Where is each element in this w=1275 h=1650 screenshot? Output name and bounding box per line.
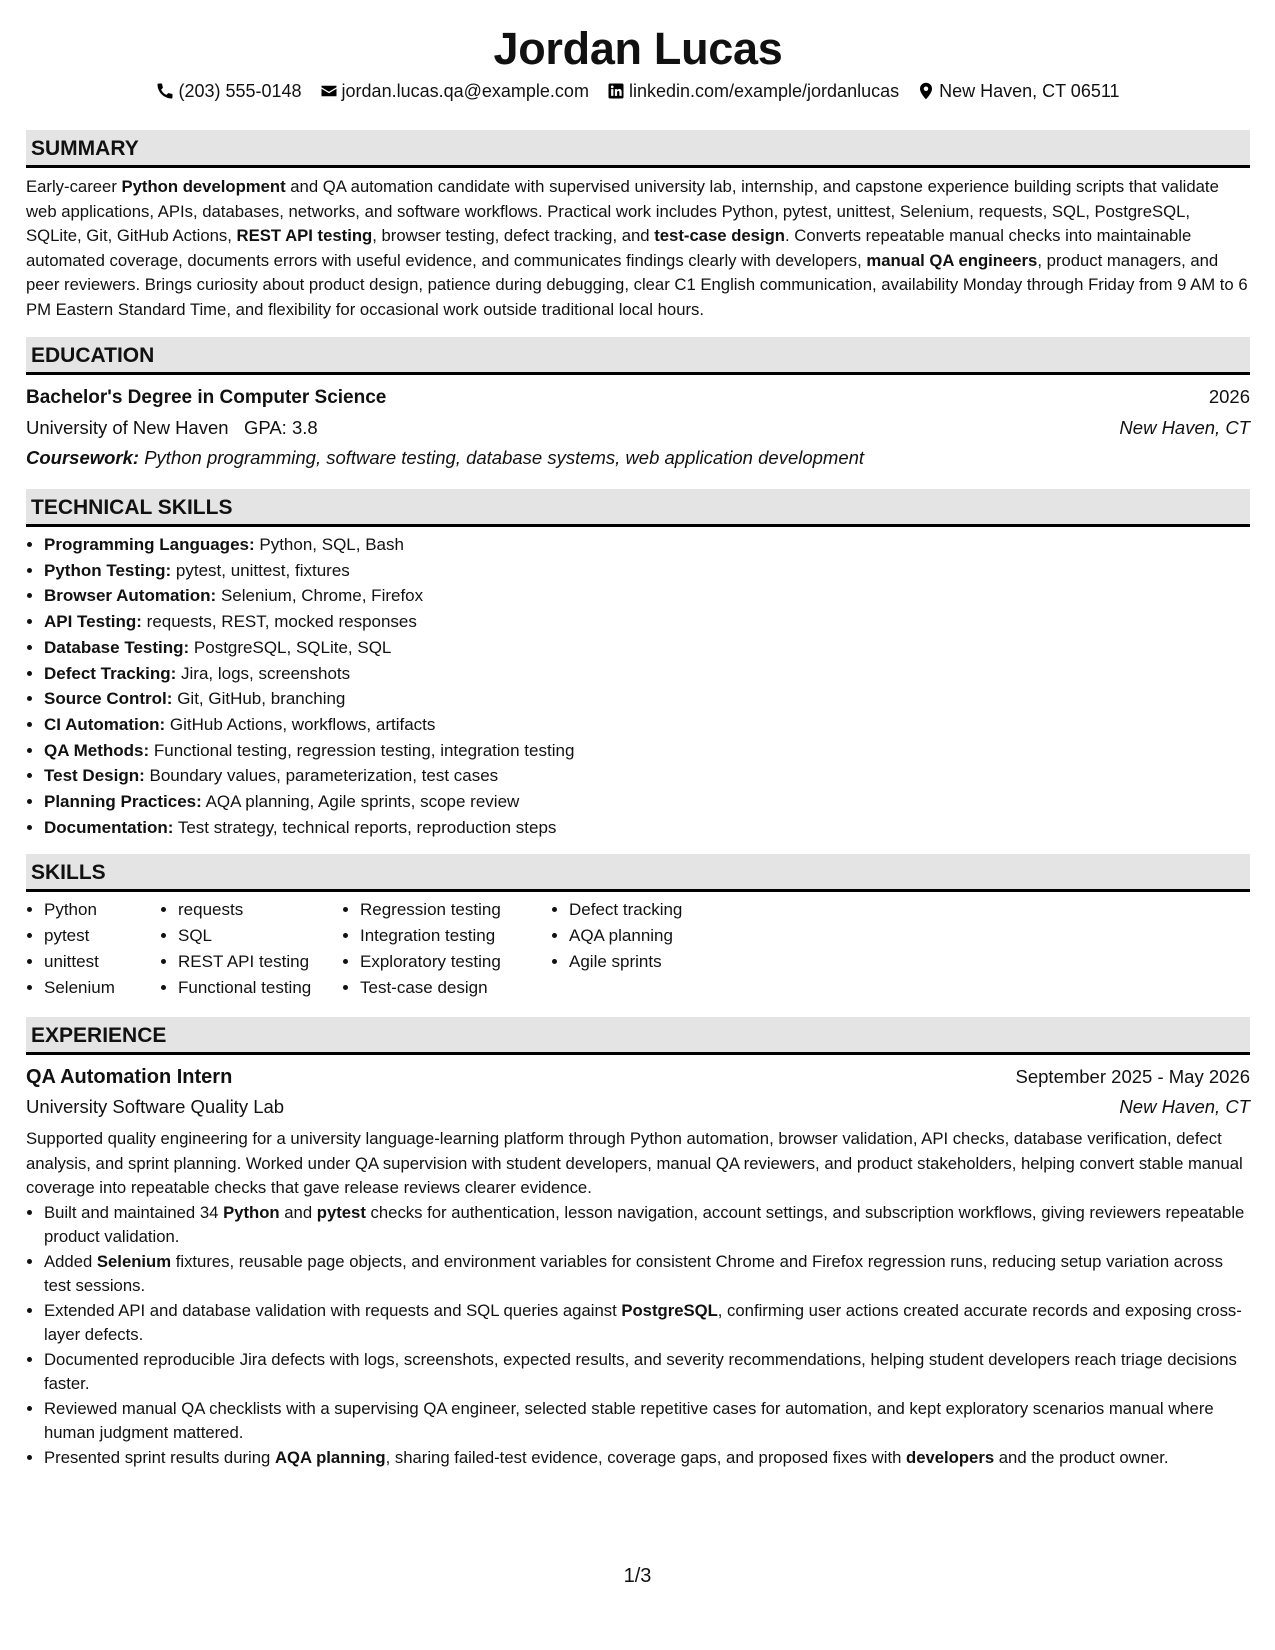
text-run: and the product owner. (994, 1447, 1169, 1467)
job-location: New Haven, CT (1119, 1096, 1250, 1118)
text-run: fixtures, reusable page objects, and environment variables for consistent Chrome and Firefox regression runs, reducing setup variation across test sessions. (44, 1251, 1223, 1296)
skill-item: • Python (44, 897, 160, 923)
experience-section (26, 1017, 1250, 1470)
envelope-icon (320, 82, 338, 100)
skill-category: Test Design: (44, 766, 145, 786)
education-section (26, 337, 1250, 473)
job-organization: University Software Quality Lab (26, 1096, 285, 1118)
skill-values: Python, SQL, Bash (259, 535, 404, 554)
job-bullet (44, 1299, 1250, 1348)
bold-text: Python (223, 1202, 280, 1222)
text-run: . Converts repeatable manual checks into maintainable automated coverage, documents errors with useful evidence, and communicates findings clearly with developers, (26, 226, 1192, 270)
skill-category: QA Methods: (44, 740, 150, 760)
skill-item: • REST API testing (178, 949, 342, 975)
gpa: GPA: 3.8 (243, 417, 318, 438)
technical-skill-item (44, 558, 1250, 584)
skill-values: AQA planning, Agile sprints, scope review (205, 792, 520, 812)
school-row (26, 413, 1250, 443)
skill-item: • Defect tracking (569, 897, 749, 923)
technical-skill-item (44, 815, 1250, 841)
skills-section (26, 854, 1250, 1000)
job-bullets (26, 1201, 1250, 1471)
section-heading-technical-skills: TECHNICAL SKILLS (26, 489, 1250, 527)
map-pin-icon (917, 82, 935, 100)
text-run: Reviewed manual QA checklists with a supervising QA engineer, selected stable repetitive cases for automation, and kept exploratory scenarios manual where human judgment mattered. (44, 1398, 1214, 1443)
text-run: Presented sprint results during (44, 1447, 275, 1467)
contact-text: linkedin.com/example/jordanlucas (628, 80, 900, 101)
bold-text: developers (906, 1447, 995, 1467)
skill-item: • unittest (44, 949, 160, 975)
contact-text: (203) 555-0148 (178, 80, 302, 101)
contact-item (917, 81, 1119, 102)
text-run: Built and maintained 34 (44, 1202, 224, 1222)
bold-text: AQA planning (274, 1447, 386, 1467)
job-bullet (44, 1348, 1250, 1397)
technical-skills-section (26, 489, 1250, 840)
section-heading-education: EDUCATION (26, 337, 1250, 375)
skill-values: PostgreSQL, SQLite, SQL (193, 637, 392, 657)
degree-row (26, 382, 1250, 413)
school-name: University of New Haven (26, 417, 229, 438)
text-run: , sharing failed-test evidence, coverage gaps, and proposed fixes with (385, 1447, 906, 1467)
skill-item: • Test-case design (360, 975, 551, 1001)
technical-skill-item (44, 635, 1250, 661)
section-heading-summary: SUMMARY (26, 130, 1250, 168)
skill-values: Functional testing, regression testing, integration testing (153, 740, 575, 760)
skill-values: Selenium, Chrome, Firefox (220, 586, 424, 606)
skill-values: GitHub Actions, workflows, artifacts (169, 714, 436, 734)
technical-skill-item (44, 763, 1250, 789)
skill-category: Defect Tracking: (44, 663, 177, 683)
job-title: QA Automation Intern (26, 1066, 233, 1089)
candidate-name: Jordan Lucas (493, 23, 783, 74)
technical-skill-item (44, 532, 1250, 558)
text-run: Documented reproducible Jira defects with logs, screenshots, expected results, and severity recommendations, helping student developers reach triage decisions faster. (44, 1349, 1237, 1394)
skill-values: Test strategy, technical reports, reproduction steps (177, 817, 557, 837)
school-line (26, 413, 318, 443)
coursework-label: Coursework: (26, 447, 140, 468)
skill-item: • Regression testing (360, 897, 551, 923)
text-run: Early-career (26, 177, 122, 196)
skill-category: Programming Languages: (44, 535, 255, 554)
skill-item: • SQL (178, 923, 342, 949)
skills-column (26, 897, 160, 1000)
bold-text: test-case design (654, 226, 785, 245)
phone-icon (156, 82, 174, 100)
job-bullet (44, 1201, 1250, 1250)
job-bullet (44, 1397, 1250, 1446)
skills-column (342, 897, 551, 1000)
skill-item: • pytest (44, 923, 160, 949)
skill-values: Boundary values, parameterization, test cases (149, 766, 499, 786)
skill-category: API Testing: (44, 612, 142, 632)
bold-text: Python development (121, 177, 286, 196)
contact-line (26, 78, 1250, 104)
job-bullet (44, 1446, 1250, 1471)
degree: Bachelor's Degree in Computer Science (26, 387, 387, 408)
skill-item: • Integration testing (360, 923, 551, 949)
linkedin-icon (607, 82, 625, 100)
text-run: , product managers, and peer reviewers. Brings curiosity about product design, patience during debugging, clear C1 English communication, availability Monday through Friday from 9 AM to 6 PM Eastern Standard Time, and flexibility for occasional work outside traditional local hours. (26, 250, 1248, 319)
contact-text: New Haven, CT 06511 (939, 80, 1120, 101)
skill-item: • requests (178, 897, 342, 923)
skill-values: requests, REST, mocked responses (146, 612, 417, 632)
skill-item: • AQA planning (569, 923, 749, 949)
skill-category: Source Control: (44, 689, 173, 709)
text-run: checks for authentication, lesson navigation, account settings, and subscription workflows, giving reviewers repeatable product validation. (44, 1202, 1245, 1247)
job-bullet (44, 1250, 1250, 1299)
school-location: New Haven, CT (1119, 417, 1250, 438)
skill-category: Database Testing: (44, 637, 190, 657)
skills-columns (26, 897, 1250, 1000)
section-heading-skills: SKILLS (26, 854, 1250, 892)
technical-skill-item (44, 686, 1250, 712)
text-run: Added (44, 1251, 97, 1271)
technical-skill-item (44, 712, 1250, 738)
summary-section (26, 130, 1250, 322)
graduation-year: 2026 (1208, 386, 1250, 407)
technical-skill-item (44, 609, 1250, 635)
text-run: , confirming user actions created accurate records and exposing cross-layer defects. (44, 1300, 1242, 1345)
contact-text: jordan.lucas.qa@example.com (341, 80, 589, 101)
bold-text: manual QA engineers (866, 250, 1038, 270)
skill-category: Browser Automation: (44, 586, 217, 606)
text-run: Extended API and database validation with requests and SQL queries against (44, 1300, 622, 1320)
job-org-row (26, 1093, 1250, 1121)
contact-item[interactable] (607, 81, 899, 102)
coursework-line (26, 443, 1250, 473)
text-run: , browser testing, defect tracking, and (372, 226, 655, 245)
bold-text: REST API testing (236, 226, 373, 245)
coursework-list: Python programming, software testing, database systems, web application development (144, 447, 865, 468)
summary-text (26, 175, 1250, 322)
contact-item[interactable] (320, 81, 589, 102)
job-dates: September 2025 - May 2026 (1015, 1066, 1250, 1088)
skill-values: pytest, unittest, fixtures (175, 560, 350, 580)
skills-column (160, 897, 342, 1000)
skill-item: • Functional testing (178, 975, 342, 1001)
technical-skills-list (26, 532, 1250, 840)
skill-item: • Selenium (44, 975, 160, 1001)
skill-values: Git, GitHub, branching (177, 689, 346, 709)
resume-page (26, 0, 1250, 1470)
technical-skill-item (44, 789, 1250, 815)
text-run: and (279, 1202, 317, 1222)
skill-category: Python Testing: (44, 560, 172, 580)
skill-values: Jira, logs, screenshots (181, 663, 351, 683)
skill-item: • Agile sprints (569, 949, 749, 975)
bold-text: PostgreSQL (621, 1300, 718, 1320)
text-run: and QA automation candidate with supervised university lab, internship, and capstone experience building scripts that validate web applications, APIs, databases, networks, and software workflows. Practical work includes Python, pytest, unittest, Selenium, requests, SQL, PostgreSQL, SQLite, Git, GitHub Actions, (26, 177, 1219, 245)
skills-column (551, 897, 749, 1000)
technical-skill-item (44, 661, 1250, 687)
skill-item: • Exploratory testing (360, 949, 551, 975)
job-description: Supported quality engineering for a university language-learning platform through Python automation, browser validation, API checks, database verification, defect analysis, and sprint planning. Worked under QA supervision with student developers, manual QA reviewers, and product stakeholders, helping convert stable manual coverage into repeatable checks that gave release reviews clearer evidence. (26, 1129, 1243, 1198)
technical-skill-item (44, 583, 1250, 609)
skill-category: Planning Practices: (44, 792, 202, 812)
contact-item (156, 81, 301, 102)
bold-text: Selenium (96, 1251, 172, 1271)
skill-category: CI Automation: (44, 714, 166, 734)
bold-text: pytest (316, 1202, 366, 1222)
section-heading-experience: EXPERIENCE (26, 1017, 1250, 1055)
technical-skill-item (44, 738, 1250, 764)
job-title-row (26, 1061, 1250, 1093)
skill-category: Documentation: (44, 817, 174, 837)
page-number: 1/3 (623, 1565, 652, 1587)
